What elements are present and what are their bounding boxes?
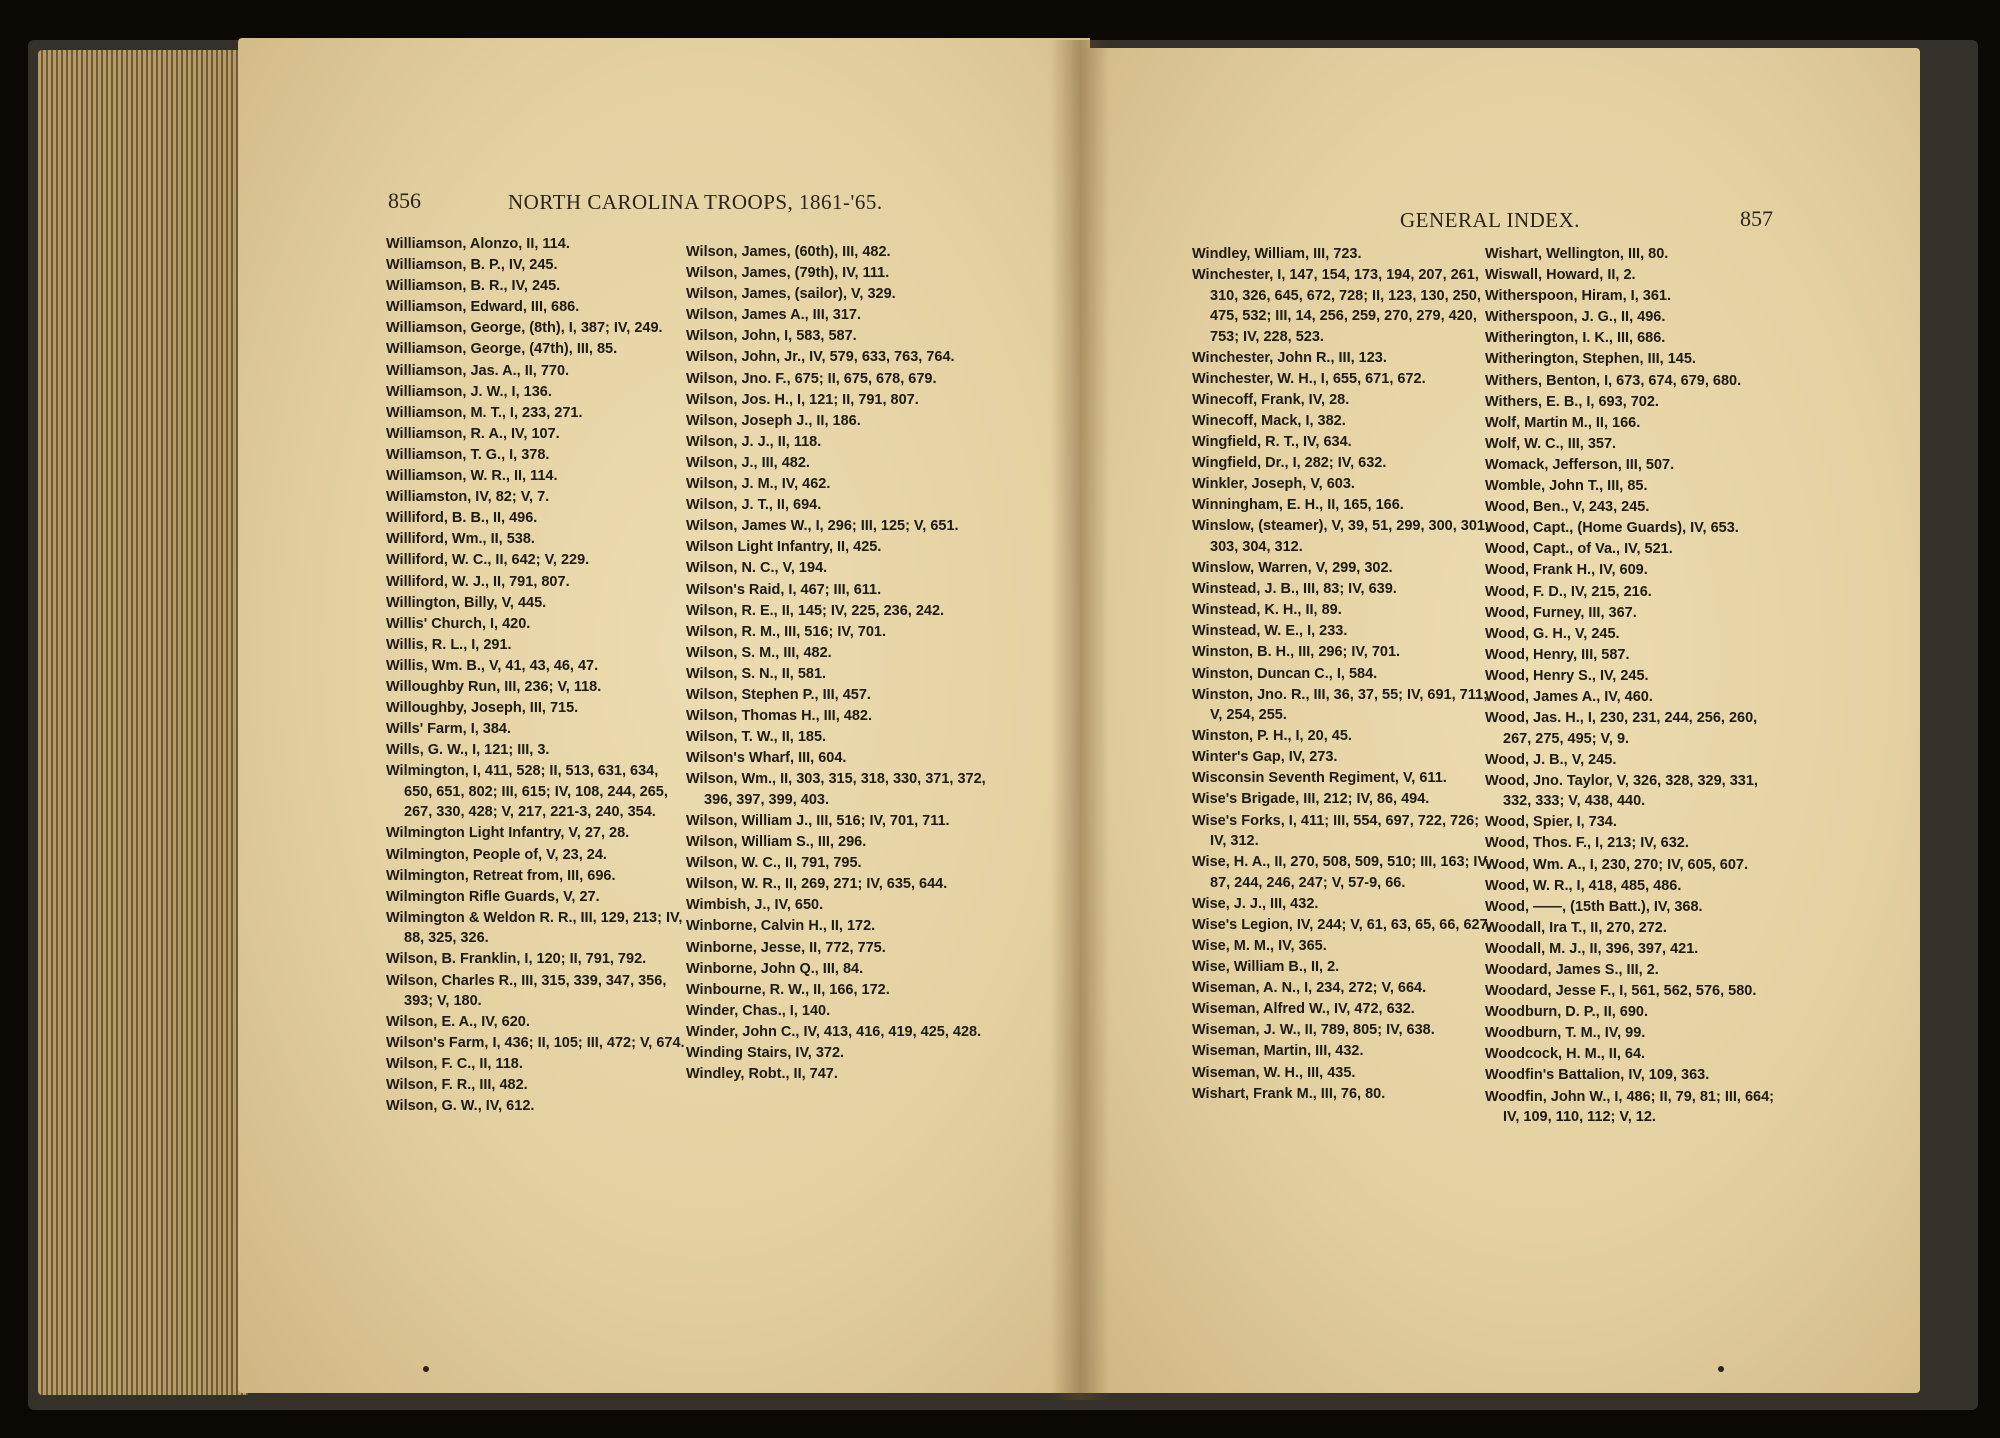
- index-entry: Wilson, Jno. F., 675; II, 675, 678, 679.: [686, 370, 937, 387]
- index-entry: Winstead, J. B., III, 83; IV, 639.: [1192, 581, 1397, 598]
- index-entry: Winchester, I, 147, 154, 173, 194, 207, 261, 310, 326, 645, 672, 728; II, 123, 130, 250, 475, 532; III, 14, 256, 259, 270, 279, 420, 753; IV, 228, 523.: [1192, 267, 1481, 345]
- index-entry: Williford, W. C., II, 642; V, 229.: [386, 552, 590, 569]
- index-entry: Woodall, M. J., II, 396, 397, 421.: [1485, 940, 1699, 957]
- index-entry: Wilson, S. N., II, 581.: [686, 665, 827, 682]
- index-entry: Woodburn, D. P., II, 690.: [1485, 1004, 1649, 1021]
- index-entry: Witherspoon, Hiram, I, 361.: [1485, 288, 1671, 305]
- index-entry: Wilson, William J., III, 516; IV, 701, 711.: [686, 812, 950, 829]
- index-entry: Witherington, Stephen, III, 145.: [1485, 351, 1696, 368]
- index-entry: Woodfin's Battalion, IV, 109, 363.: [1485, 1067, 1710, 1084]
- index-entry: Wood, Capt., of Va., IV, 521.: [1485, 541, 1673, 558]
- index-entry: Wishart, Frank M., III, 76, 80.: [1192, 1085, 1386, 1102]
- index-entry: Wise, J. J., III, 432.: [1192, 895, 1319, 912]
- index-entry: Wimbish, J., IV, 650.: [686, 897, 824, 914]
- index-entry: Wills' Farm, I, 384.: [386, 721, 512, 738]
- index-entry: Winborne, John Q., III, 84.: [686, 960, 864, 977]
- index-entry: Williford, W. J., II, 791, 807.: [386, 573, 570, 590]
- index-entry: Winding Stairs, IV, 372.: [686, 1044, 845, 1061]
- index-entry: Wilson, Stephen P., III, 457.: [686, 686, 871, 703]
- index-entry: Williamson, W. R., II, 114.: [386, 468, 558, 485]
- index-entry: Williamson, B. P., IV, 245.: [386, 257, 558, 274]
- index-entry: Wilson, E. A., IV, 620.: [386, 1014, 530, 1031]
- index-entry: Wilson, J. M., IV, 462.: [686, 476, 831, 493]
- page-edges: [38, 50, 248, 1395]
- index-entry: Wilson Light Infantry, II, 425.: [686, 539, 882, 556]
- index-entry: Williamson, Edward, III, 686.: [386, 299, 580, 316]
- index-column-left-2: [686, 242, 986, 1085]
- index-entry: Willis, R. L., I, 291.: [386, 636, 512, 653]
- index-entry: Wood, G. H., V, 245.: [1485, 625, 1620, 642]
- index-entry: Williamson, T. G., I, 378.: [386, 446, 550, 463]
- index-entry: Wood, F. D., IV, 215, 216.: [1485, 583, 1652, 600]
- index-entry: Williamson, R. A., IV, 107.: [386, 425, 560, 442]
- index-entry: Wood, Wm. A., I, 230, 270; IV, 605, 607.: [1485, 856, 1748, 873]
- index-entry: Wood, ——, (15th Batt.), IV, 368.: [1485, 898, 1703, 915]
- index-entry: Wood, J. B., V, 245.: [1485, 751, 1617, 768]
- index-entry: Willoughby Run, III, 236; V, 118.: [386, 678, 602, 695]
- index-entry: Winningham, E. H., II, 165, 166.: [1192, 497, 1404, 514]
- index-entry: Wilson, John, Jr., IV, 579, 633, 763, 764.: [686, 349, 955, 366]
- index-entry: Winecoff, Mack, I, 382.: [1192, 412, 1346, 429]
- index-entry: Withers, Benton, I, 673, 674, 679, 680.: [1485, 372, 1742, 389]
- index-entry: Wood, W. R., I, 418, 485, 486.: [1485, 877, 1682, 894]
- index-entry: Williamson, B. R., IV, 245.: [386, 278, 561, 295]
- index-column-right-2: [1485, 244, 1785, 1128]
- index-entry: Wilson, Jos. H., I, 121; II, 791, 807.: [686, 391, 919, 408]
- page-number-left: 856: [388, 188, 421, 213]
- index-entry: Williamson, George, (47th), III, 85.: [386, 341, 618, 358]
- index-entry: Wise, William B., II, 2.: [1192, 959, 1340, 976]
- index-entry: Wilmington Rifle Guards, V, 27.: [386, 888, 600, 905]
- index-entry: Withers, E. B., I, 693, 702.: [1485, 393, 1659, 410]
- index-entry: Winstead, K. H., II, 89.: [1192, 602, 1342, 619]
- index-entry: Williford, Wm., II, 538.: [386, 531, 535, 548]
- index-entry: Winstead, W. E., I, 233.: [1192, 623, 1348, 640]
- index-entry: Wilson, R. E., II, 145; IV, 225, 236, 242.: [686, 602, 945, 619]
- index-entry: Wood, Ben., V, 243, 245.: [1485, 499, 1650, 516]
- index-entry: Wilmington, People of, V, 23, 24.: [386, 846, 607, 863]
- index-entry: Wilson, W. R., II, 269, 271; IV, 635, 644.: [686, 876, 948, 893]
- index-entry: Williamson, Jas. A., II, 770.: [386, 362, 570, 379]
- index-entry: Wilmington, Retreat from, III, 696.: [386, 867, 616, 884]
- running-head-right: GENERAL INDEX.: [1400, 208, 1581, 232]
- index-entry: Wood, Henry S., IV, 245.: [1485, 667, 1649, 684]
- index-entry: Wilson, James A., III, 317.: [686, 307, 862, 324]
- index-entry: Winslow, (steamer), V, 39, 51, 299, 300, 301, 303, 304, 312.: [1192, 518, 1490, 555]
- index-entry: Woodfin, John W., I, 486; II, 79, 81; III, 664; IV, 109, 110, 112; V, 12.: [1485, 1088, 1774, 1126]
- index-entry: Wiseman, A. N., I, 234, 272; V, 664.: [1192, 980, 1427, 997]
- running-head-left: NORTH CAROLINA TROOPS, 1861-'65.: [508, 190, 883, 214]
- index-entry: Wilson, J., III, 482.: [686, 454, 810, 471]
- index-entry: Wilson, S. M., III, 482.: [686, 644, 832, 661]
- index-entry: Wise's Forks, I, 411; III, 554, 697, 722, 726; IV, 312.: [1192, 812, 1480, 850]
- index-entry: Wise's Legion, IV, 244; V, 61, 63, 65, 66, 627.: [1192, 916, 1492, 933]
- index-entry: Wise, H. A., II, 270, 508, 509, 510; III, 163; IV, 87, 244, 246, 247; V, 57-9, 66.: [1192, 854, 1490, 891]
- page-number-right: 857: [1740, 206, 1773, 231]
- index-entry: Wilson, F. R., III, 482.: [386, 1077, 528, 1094]
- index-column-left-1: [386, 234, 686, 1118]
- index-entry: Winchester, W. H., I, 655, 671, 672.: [1192, 370, 1426, 387]
- index-entry: Wilmington & Weldon R. R., III, 129, 213; IV, 88, 325, 326.: [386, 909, 683, 947]
- index-entry: Wood, Henry, III, 587.: [1485, 646, 1630, 663]
- index-entry: Williamson, J. W., I, 136.: [386, 383, 552, 400]
- index-entry: Winecoff, Frank, IV, 28.: [1192, 391, 1350, 408]
- index-entry: Wilson, R. M., III, 516; IV, 701.: [686, 623, 886, 640]
- index-entry: Winter's Gap, IV, 273.: [1192, 749, 1338, 766]
- binding-mark: [423, 1366, 429, 1372]
- index-entry: Womack, Jefferson, III, 507.: [1485, 456, 1675, 473]
- book-gutter: [1050, 40, 1110, 1400]
- index-entry: Wise's Brigade, III, 212; IV, 86, 494.: [1192, 791, 1430, 808]
- index-entry: Wood, Spier, I, 734.: [1485, 814, 1617, 831]
- index-entry: Wiseman, Alfred W., IV, 472, 632.: [1192, 1001, 1415, 1018]
- index-entry: Woodard, Jesse F., I, 561, 562, 576, 580.: [1485, 983, 1757, 1000]
- index-entry: Woodard, James S., III, 2.: [1485, 962, 1659, 978]
- index-entry: Wilson's Raid, I, 467; III, 611.: [686, 581, 882, 598]
- index-entry: Wilson's Farm, I, 436; II, 105; III, 472; V, 674.: [386, 1035, 685, 1052]
- index-entry: Wood, Jas. H., I, 230, 231, 244, 256, 260, 267, 275, 495; V, 9.: [1485, 710, 1758, 747]
- index-entry: Woodcock, H. M., II, 64.: [1485, 1046, 1646, 1063]
- index-entry: Winston, Duncan C., I, 584.: [1192, 665, 1378, 682]
- index-entry: Wilson, T. W., II, 185.: [686, 729, 827, 746]
- index-entry: Williford, B. B., II, 496.: [386, 510, 538, 527]
- index-entry: Wolf, W. C., III, 357.: [1485, 435, 1617, 452]
- index-entry: Winkler, Joseph, V, 603.: [1192, 476, 1355, 493]
- index-entry: Wingfield, R. T., IV, 634.: [1192, 434, 1352, 451]
- index-entry: Wolf, Martin M., II, 166.: [1485, 414, 1641, 431]
- index-entry: Wilson, J. J., II, 118.: [686, 433, 822, 450]
- index-entry: Wood, Frank H., IV, 609.: [1485, 562, 1648, 579]
- index-entry: Williamston, IV, 82; V, 7.: [386, 489, 550, 506]
- index-entry: Williamson, Alonzo, II, 114.: [386, 236, 570, 252]
- index-entry: Wilson, James, (60th), III, 482.: [686, 244, 891, 260]
- index-entry: Winchester, John R., III, 123.: [1192, 349, 1387, 366]
- index-entry: Williamson, George, (8th), I, 387; IV, 249.: [386, 320, 663, 337]
- index-entry: Winston, Jno. R., III, 36, 37, 55; IV, 691, 711; V, 254, 255.: [1192, 686, 1488, 724]
- index-entry: Willington, Billy, V, 445.: [386, 594, 547, 611]
- index-entry: Winslow, Warren, V, 299, 302.: [1192, 560, 1393, 577]
- right-page: [1080, 48, 1920, 1393]
- index-entry: Wilson, N. C., V, 194.: [686, 560, 828, 577]
- index-entry: Wilson, James W., I, 296; III, 125; V, 651.: [686, 518, 959, 535]
- index-entry: Winbourne, R. W., II, 166, 172.: [686, 981, 890, 998]
- index-entry: Wishart, Wellington, III, 80.: [1485, 246, 1669, 262]
- index-entry: Winston, B. H., III, 296; IV, 701.: [1192, 644, 1401, 661]
- index-entry: Wood, Jno. Taylor, V, 326, 328, 329, 331, 332, 333; V, 438, 440.: [1485, 772, 1758, 810]
- index-entry: Wilson, Charles R., III, 315, 339, 347, 356, 393; V, 180.: [386, 972, 667, 1009]
- left-page: [238, 38, 1090, 1393]
- index-entry: Willis, Wm. B., V, 41, 43, 46, 47.: [386, 657, 599, 674]
- index-entry: Wilson, Joseph J., II, 186.: [686, 412, 861, 429]
- index-entry: Williamson, M. T., I, 233, 271.: [386, 404, 583, 421]
- binding-mark: [1718, 1366, 1724, 1372]
- index-entry: Wood, James A., IV, 460.: [1485, 688, 1653, 705]
- index-entry: Wiseman, Martin, III, 432.: [1192, 1043, 1364, 1060]
- index-entry: Wood, Furney, III, 367.: [1485, 604, 1637, 621]
- index-column-right-1: [1192, 244, 1492, 1105]
- index-entry: Windley, William, III, 723.: [1192, 246, 1362, 262]
- index-entry: Wisconsin Seventh Regiment, V, 611.: [1192, 770, 1447, 787]
- index-entry: Winder, Chas., I, 140.: [686, 1002, 831, 1019]
- index-entry: Wood, Thos. F., I, 213; IV, 632.: [1485, 835, 1689, 852]
- index-entry: Wilmington, I, 411, 528; II, 513, 631, 634, 650, 651, 802; III, 615; IV, 108, 244, 265, 267, 330, 428; V, 217, 221-3, 240, 354.: [386, 763, 668, 821]
- index-entry: Woodall, Ira T., II, 270, 272.: [1485, 919, 1667, 936]
- index-entry: Wilmington Light Infantry, V, 27, 28.: [386, 825, 630, 842]
- index-entry: Womble, John T., III, 85.: [1485, 478, 1648, 495]
- index-entry: Winston, P. H., I, 20, 45.: [1192, 728, 1352, 745]
- index-entry: Wiswall, Howard, II, 2.: [1485, 267, 1636, 284]
- index-entry: Winborne, Calvin H., II, 172.: [686, 918, 876, 935]
- index-entry: Witherington, I. K., III, 686.: [1485, 330, 1666, 347]
- index-entry: Wilson, J. T., II, 694.: [686, 497, 822, 514]
- index-entry: Wilson, James, (sailor), V, 329.: [686, 286, 896, 303]
- index-entry: Wilson, B. Franklin, I, 120; II, 791, 792.: [386, 951, 647, 968]
- index-entry: Wilson, James, (79th), IV, 111.: [686, 265, 890, 282]
- index-entry: Wilson, F. C., II, 118.: [386, 1056, 523, 1073]
- index-entry: Wise, M. M., IV, 365.: [1192, 937, 1327, 954]
- index-entry: Wilson, Wm., II, 303, 315, 318, 330, 371, 372, 396, 397, 399, 403.: [686, 771, 986, 808]
- index-entry: Wilson, John, I, 583, 587.: [686, 328, 857, 345]
- index-entry: Witherspoon, J. G., II, 496.: [1485, 309, 1666, 326]
- index-entry: Wilson, W. C., II, 791, 795.: [686, 855, 862, 872]
- index-entry: Wilson, William S., III, 296.: [686, 834, 867, 851]
- index-entry: Wills, G. W., I, 121; III, 3.: [386, 742, 550, 759]
- index-entry: Winder, John C., IV, 413, 416, 419, 425, 428.: [686, 1023, 982, 1040]
- index-entry: Woodburn, T. M., IV, 99.: [1485, 1025, 1646, 1042]
- index-entry: Wilson, G. W., IV, 612.: [386, 1098, 535, 1115]
- index-entry: Wilson, Thomas H., III, 482.: [686, 708, 872, 725]
- index-entry: Winborne, Jesse, II, 772, 775.: [686, 939, 886, 956]
- index-entry: Wiseman, W. H., III, 435.: [1192, 1064, 1356, 1081]
- index-entry: Wingfield, Dr., I, 282; IV, 632.: [1192, 455, 1387, 472]
- index-entry: Willoughby, Joseph, III, 715.: [386, 700, 579, 717]
- index-entry: Wiseman, J. W., II, 789, 805; IV, 638.: [1192, 1022, 1435, 1039]
- index-entry: Wood, Capt., (Home Guards), IV, 653.: [1485, 520, 1739, 537]
- index-entry: Willis' Church, I, 420.: [386, 615, 531, 632]
- index-entry: Wilson's Wharf, III, 604.: [686, 750, 847, 767]
- index-entry: Windley, Robt., II, 747.: [686, 1066, 838, 1083]
